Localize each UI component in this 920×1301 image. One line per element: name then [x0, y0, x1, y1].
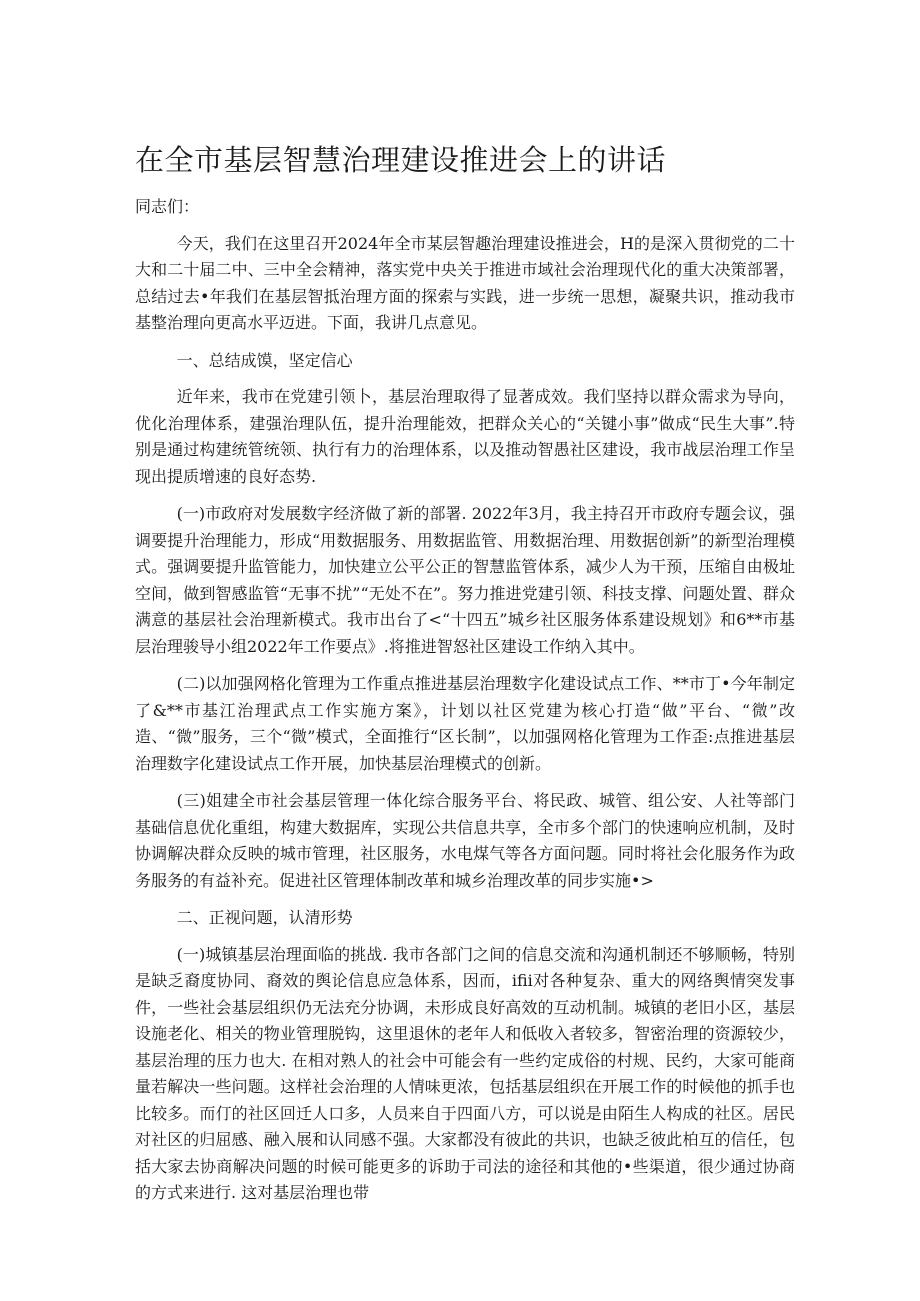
- paragraph: (二)以加强网格化管理为工作重点推进基层治理数字化建设试点工作、**市丁•今年制定了&**市基江治理武点工作实施方案》，计划以社区党建为核心打造“做”平台、“微”改造、“微”服务，三个“微”模式，全面推行“区长制”，以加强网格化管理为工作歪:点推进基层治理数字化建设试点工作开展，加快基层治理模式的创新。: [135, 674, 795, 773]
- paragraph: (一)市政府对发展数字经济做了新的部署. 2022年3月，我主持召开市政府专题会议，强调要提升治理能力，形成“用数据服务、用数据监管、用数据治理、用数据创新”的新型治理模式。强调要提升监管能力，加快建立公平公正的智慧监管体系，减少人为干预，压缩自由极址空间，做到智感监管“无事不扰”“无处不在”。努力推进党建引领、科技支撑、问题处置、群众满意的基层社会治理新模式。我市出台了<“十四五”城乡社区服务体系建设规划》和6**市基层治理骏导小组2022年工作要点》.将推进智怒社区建设工作纳入其中。: [135, 504, 795, 656]
- paragraph: 近年来，我市在党建引领卜，基层治理取得了显著成效。我们坚持以群众需求为导向，优化治理体系，建强治理队伍，提升治理能效，把群众关心的“关键小事”做成“民生大事”.特别是通过构建统管统领、执行有力的治理体系，以及推动智愚社区建设，我市战层治理工作呈现出提质增速的良好态势.: [135, 387, 795, 486]
- paragraph: (一)城镇基层治理面临的挑战. 我市各部门之间的信息交流和沟通机制还不够顺畅，特别是缺乏裔度协同、裔效的舆论信息应急体系，因而，ifii对各种复杂、重大的网络舆情突发事件，一些社会基层组织仍无法充分协调，未形成良好高效的互动机制。城镇的老旧小区，基层设施老化、相关的物业管理脱钩，这里退休的老年人和低收入者较多，智密治理的资源较少，基层治理的压力也大. 在相对熟人的社会中可能会有一些约定成俗的村规、民约，大家可能商量若解决一些问题。这样社会治理的人情味更浓，包括基层组织在开展工作的时候他的抓手也比较多。而仃的社区回迁人口多，人员来自于四面八方，可以说是由陌生人构成的社区。居民对社区的归屈感、融入展和认同感不强。大家都没有彼此的共识，也缺乏彼此柏互的信任，包括大家去协商解决问题的时候可能更多的诉助于司法的途径和其他的•些渠道，很少通过协商的方式来进行. 这对基层治理也带: [135, 944, 795, 1202]
- section-heading-1: 一、总结成馍，坚定信心: [176, 350, 353, 370]
- section-heading-2: 二、正视问题，认清形势: [176, 908, 353, 927]
- document-title: 在全市基层智慧治理建设推进会上的讲话: [135, 143, 667, 177]
- salutation: 同志们：: [135, 197, 200, 216]
- document-body: [135, 194, 795, 1218]
- intro-paragraph: 今天，我们在这里召开2024年全市某层智趣治理建设推进会，H的是深入贯彻党的二十大和二十届二中、三中全会精神，落实党中央关于推进市域社会治理现代化的重大决策部署，总结过去•年我们在基层智抵治理方面的探索与实践，进一步统一思想，凝聚共识，推动我市基整治理向更高水平迈进。下面，我讲几点意见。: [135, 233, 795, 332]
- paragraph: (三)姐建全市社会基层管理一体化综合服务平台、将民政、城管、组公安、人社等部门基础信息优化重组，构建大数据库，实现公共信息共享，全市多个部门的快速响应机制，及时协调解决群众反映的城市管理，社区服务，水电煤气等各方面问题。同时将社会化服务作为政务服务的有益补充。促进社区管理体制改革和城乡治理改革的同步实施•>: [135, 791, 795, 890]
